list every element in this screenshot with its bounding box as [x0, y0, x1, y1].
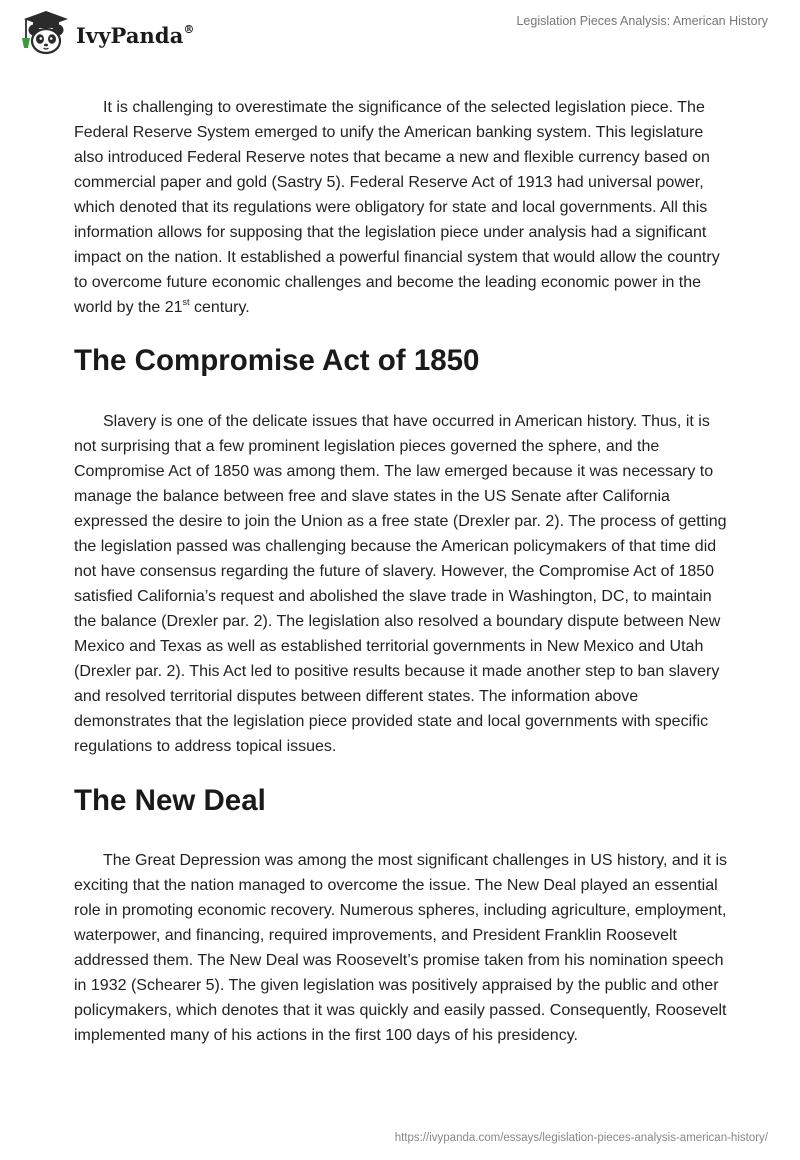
essay-content: [74, 95, 734, 1048]
paragraph-federal-reserve: It is challenging to overestimate the significance of the selected legislation piece. The Federal Reserve System emerged to unify the American banking system. This legislature also introduced Federal Reserve notes that became a new and flexible currency based on commercial paper and gold (Sastry 5). Federal Reserve Act of 1913 had universal power, which denoted that its regulations were obligatory for state and local governments. All this information allows for supposing that the legislation piece under analysis had a significant impact on the nation. It established a powerful financial system that would allow the country to overcome future economic challenges and become the leading economic power in the world by the 21st century.: [74, 99, 720, 316]
paragraph-new-deal: The Great Depression was among the most significant challenges in US history, and it is exciting that the nation managed to overcome the issue. The New Deal played an essential role in promoting economic recovery. Numerous spheres, including agriculture, employment, waterpower, and financing, required improvements, and President Franklin Roosevelt addressed them. The New Deal was Roosevelt’s promise taken from his nomination speech in 1932 (Schearer 5). The given legislation was positively appraised by the public and other policymakers, which denotes that it was quickly and easily passed. Consequently, Roosevelt implemented many of his actions in the first 100 days of his presidency.: [74, 852, 727, 1044]
source-url[interactable]: https://ivypanda.com/essays/legislation-pieces-analysis-american-history/: [394, 1132, 768, 1144]
heading-compromise-act: The Compromise Act of 1850: [74, 344, 480, 377]
heading-new-deal: The New Deal: [74, 784, 266, 817]
brand-name: IvyPanda®: [76, 22, 195, 48]
ivypanda-logo[interactable]: [16, 8, 195, 58]
document-title: Legislation Pieces Analysis: American History: [516, 14, 768, 28]
panda-graduate-icon: [16, 8, 72, 58]
page-header: [0, 0, 800, 70]
paragraph-compromise-act: Slavery is one of the delicate issues that have occurred in American history. Thus, it is not surprising that a few prominent legislation pieces governed the sphere, and the Compromise Act of 1850 was among them. The law emerged because it was necessary to manage the balance between free and slave states in the US Senate after California expressed the desire to join the Union as a free state (Drexler par. 2). The process of getting the legislation passed was challenging because the American policymakers of that time did not have consensus regarding the future of slavery. However, the Compromise Act of 1850 satisfied California’s request and abolished the slave trade in Washington, DC, to maintain the balance (Drexler par. 2). The legislation also resolved a boundary dispute between New Mexico and Texas as well as established territorial governments in New Mexico and Utah (Drexler par. 2). This Act led to positive results because it made another step to ban slavery and resolved territorial disputes between different states. The information above demonstrates that the legislation piece provided state and local governments with specific regulations to address topical issues.: [74, 413, 727, 755]
